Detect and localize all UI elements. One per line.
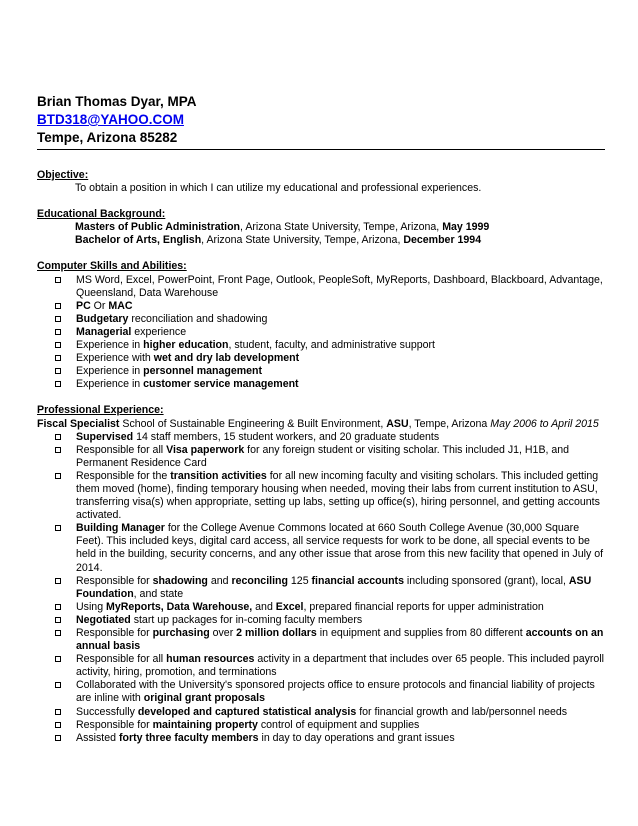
checkbox-bullet-icon bbox=[55, 578, 61, 584]
education-item: Bachelor of Arts, English, Arizona State University, Tempe, Arizona, December 1994 bbox=[75, 234, 482, 247]
checkbox-bullet-icon bbox=[55, 447, 61, 453]
checkbox-bullet-icon bbox=[55, 617, 61, 623]
header-divider bbox=[37, 149, 605, 150]
checkbox-bullet-icon bbox=[55, 434, 61, 440]
checkbox-bullet-icon bbox=[55, 381, 61, 387]
email-link[interactable]: BTD318@YAHOO.COM bbox=[37, 112, 184, 127]
list-item: Responsible for the transition activities for all new incoming faculty and visiting scholars. This included getting them moved (home), finding temporary housing when needed, moving their labs from current institution to ASU, transferring visa(s) when appropriate, setting up labs, setting up office(s), hiring personnel, and getting accounts activated. bbox=[37, 470, 605, 522]
education-item: Masters of Public Administration, Arizona State University, Tempe, Arizona, May 1999 bbox=[75, 221, 490, 234]
checkbox-bullet-icon bbox=[55, 630, 61, 636]
checkbox-bullet-icon bbox=[55, 722, 61, 728]
list-item: Budgetary reconciliation and shadowing bbox=[37, 313, 605, 326]
experience-section bbox=[37, 404, 605, 744]
objective-heading: Objective: bbox=[37, 169, 89, 181]
skills-section bbox=[37, 260, 605, 391]
list-item: Negotiated start up packages for in-coming faculty members bbox=[37, 614, 605, 627]
job-header: Fiscal Specialist School of Sustainable Engineering & Built Environment, ASU, Tempe, Arizona May 2006 to April 2015 bbox=[37, 417, 599, 430]
checkbox-bullet-icon bbox=[55, 604, 61, 610]
list-item: Responsible for shadowing and reconciling 125 financial accounts including sponsored (grant), local, ASU Foundation, and state bbox=[37, 575, 605, 601]
education-section bbox=[37, 208, 605, 247]
objective-section bbox=[37, 169, 605, 195]
skills-list bbox=[37, 274, 605, 392]
list-item: MS Word, Excel, PowerPoint, Front Page, Outlook, PeopleSoft, MyReports, Dashboard, Blackboard, Advantage, Queensland, Data Warehouse bbox=[37, 274, 605, 300]
checkbox-bullet-icon bbox=[55, 342, 61, 348]
checkbox-bullet-icon bbox=[55, 368, 61, 374]
list-item: Responsible for maintaining property control of equipment and supplies bbox=[37, 719, 605, 732]
skills-heading: Computer Skills and Abilities: bbox=[37, 260, 187, 273]
list-item: Responsible for purchasing over 2 million dollars in equipment and supplies from 80 different accounts on an annual basis bbox=[37, 627, 605, 653]
checkbox-bullet-icon bbox=[55, 682, 61, 688]
location: Tempe, Arizona 85282 bbox=[37, 130, 178, 145]
checkbox-bullet-icon bbox=[55, 355, 61, 361]
list-item: Using MyReports, Data Warehouse, and Excel, prepared financial reports for upper administration bbox=[37, 601, 605, 614]
checkbox-bullet-icon bbox=[55, 656, 61, 662]
list-item: Collaborated with the University's sponsored projects office to ensure protocols and financial liability of projects are inline with original grant proposals bbox=[37, 679, 605, 705]
list-item: Managerial experience bbox=[37, 326, 605, 339]
list-item: Experience in customer service management bbox=[37, 378, 605, 391]
checkbox-bullet-icon bbox=[55, 525, 61, 531]
list-item: Experience in higher education, student, faculty, and administrative support bbox=[37, 339, 605, 352]
checkbox-bullet-icon bbox=[55, 316, 61, 322]
checkbox-bullet-icon bbox=[55, 735, 61, 741]
checkbox-bullet-icon bbox=[55, 473, 61, 479]
experience-list bbox=[37, 431, 605, 745]
experience-heading: Professional Experience: bbox=[37, 404, 164, 417]
list-item: PC Or MAC bbox=[37, 300, 605, 313]
checkbox-bullet-icon bbox=[55, 277, 61, 283]
candidate-name: Brian Thomas Dyar, MPA bbox=[37, 94, 197, 109]
list-item: Responsible for all Visa paperwork for any foreign student or visiting scholar. This included J1, H1B, and Permanent Residence Card bbox=[37, 444, 605, 470]
list-item: Assisted forty three faculty members in day to day operations and grant issues bbox=[37, 732, 605, 745]
list-item: Building Manager for the College Avenue Commons located at 660 South College Avenue (30,000 Square Feet). This included keys, digital card access, all service requests for work to be done, all special events to be held in the building, security concerns, and any other issue that arose from this new facility that opened in July of 2014. bbox=[37, 522, 605, 574]
education-heading: Educational Background: bbox=[37, 208, 166, 221]
checkbox-bullet-icon bbox=[55, 329, 61, 335]
objective-text: To obtain a position in which I can utilize my educational and professional experiences. bbox=[75, 182, 482, 195]
list-item: Supervised 14 staff members, 15 student workers, and 20 graduate students bbox=[37, 431, 605, 444]
checkbox-bullet-icon bbox=[55, 709, 61, 715]
checkbox-bullet-icon bbox=[55, 303, 61, 309]
list-item: Successfully developed and captured statistical analysis for financial growth and lab/personnel needs bbox=[37, 706, 605, 719]
list-item: Responsible for all human resources activity in a department that includes over 65 people. This included payroll activity, hiring, promotion, and terminations bbox=[37, 653, 605, 679]
list-item: Experience in personnel management bbox=[37, 365, 605, 378]
list-item: Experience with wet and dry lab development bbox=[37, 352, 605, 365]
resume-page bbox=[37, 93, 605, 745]
